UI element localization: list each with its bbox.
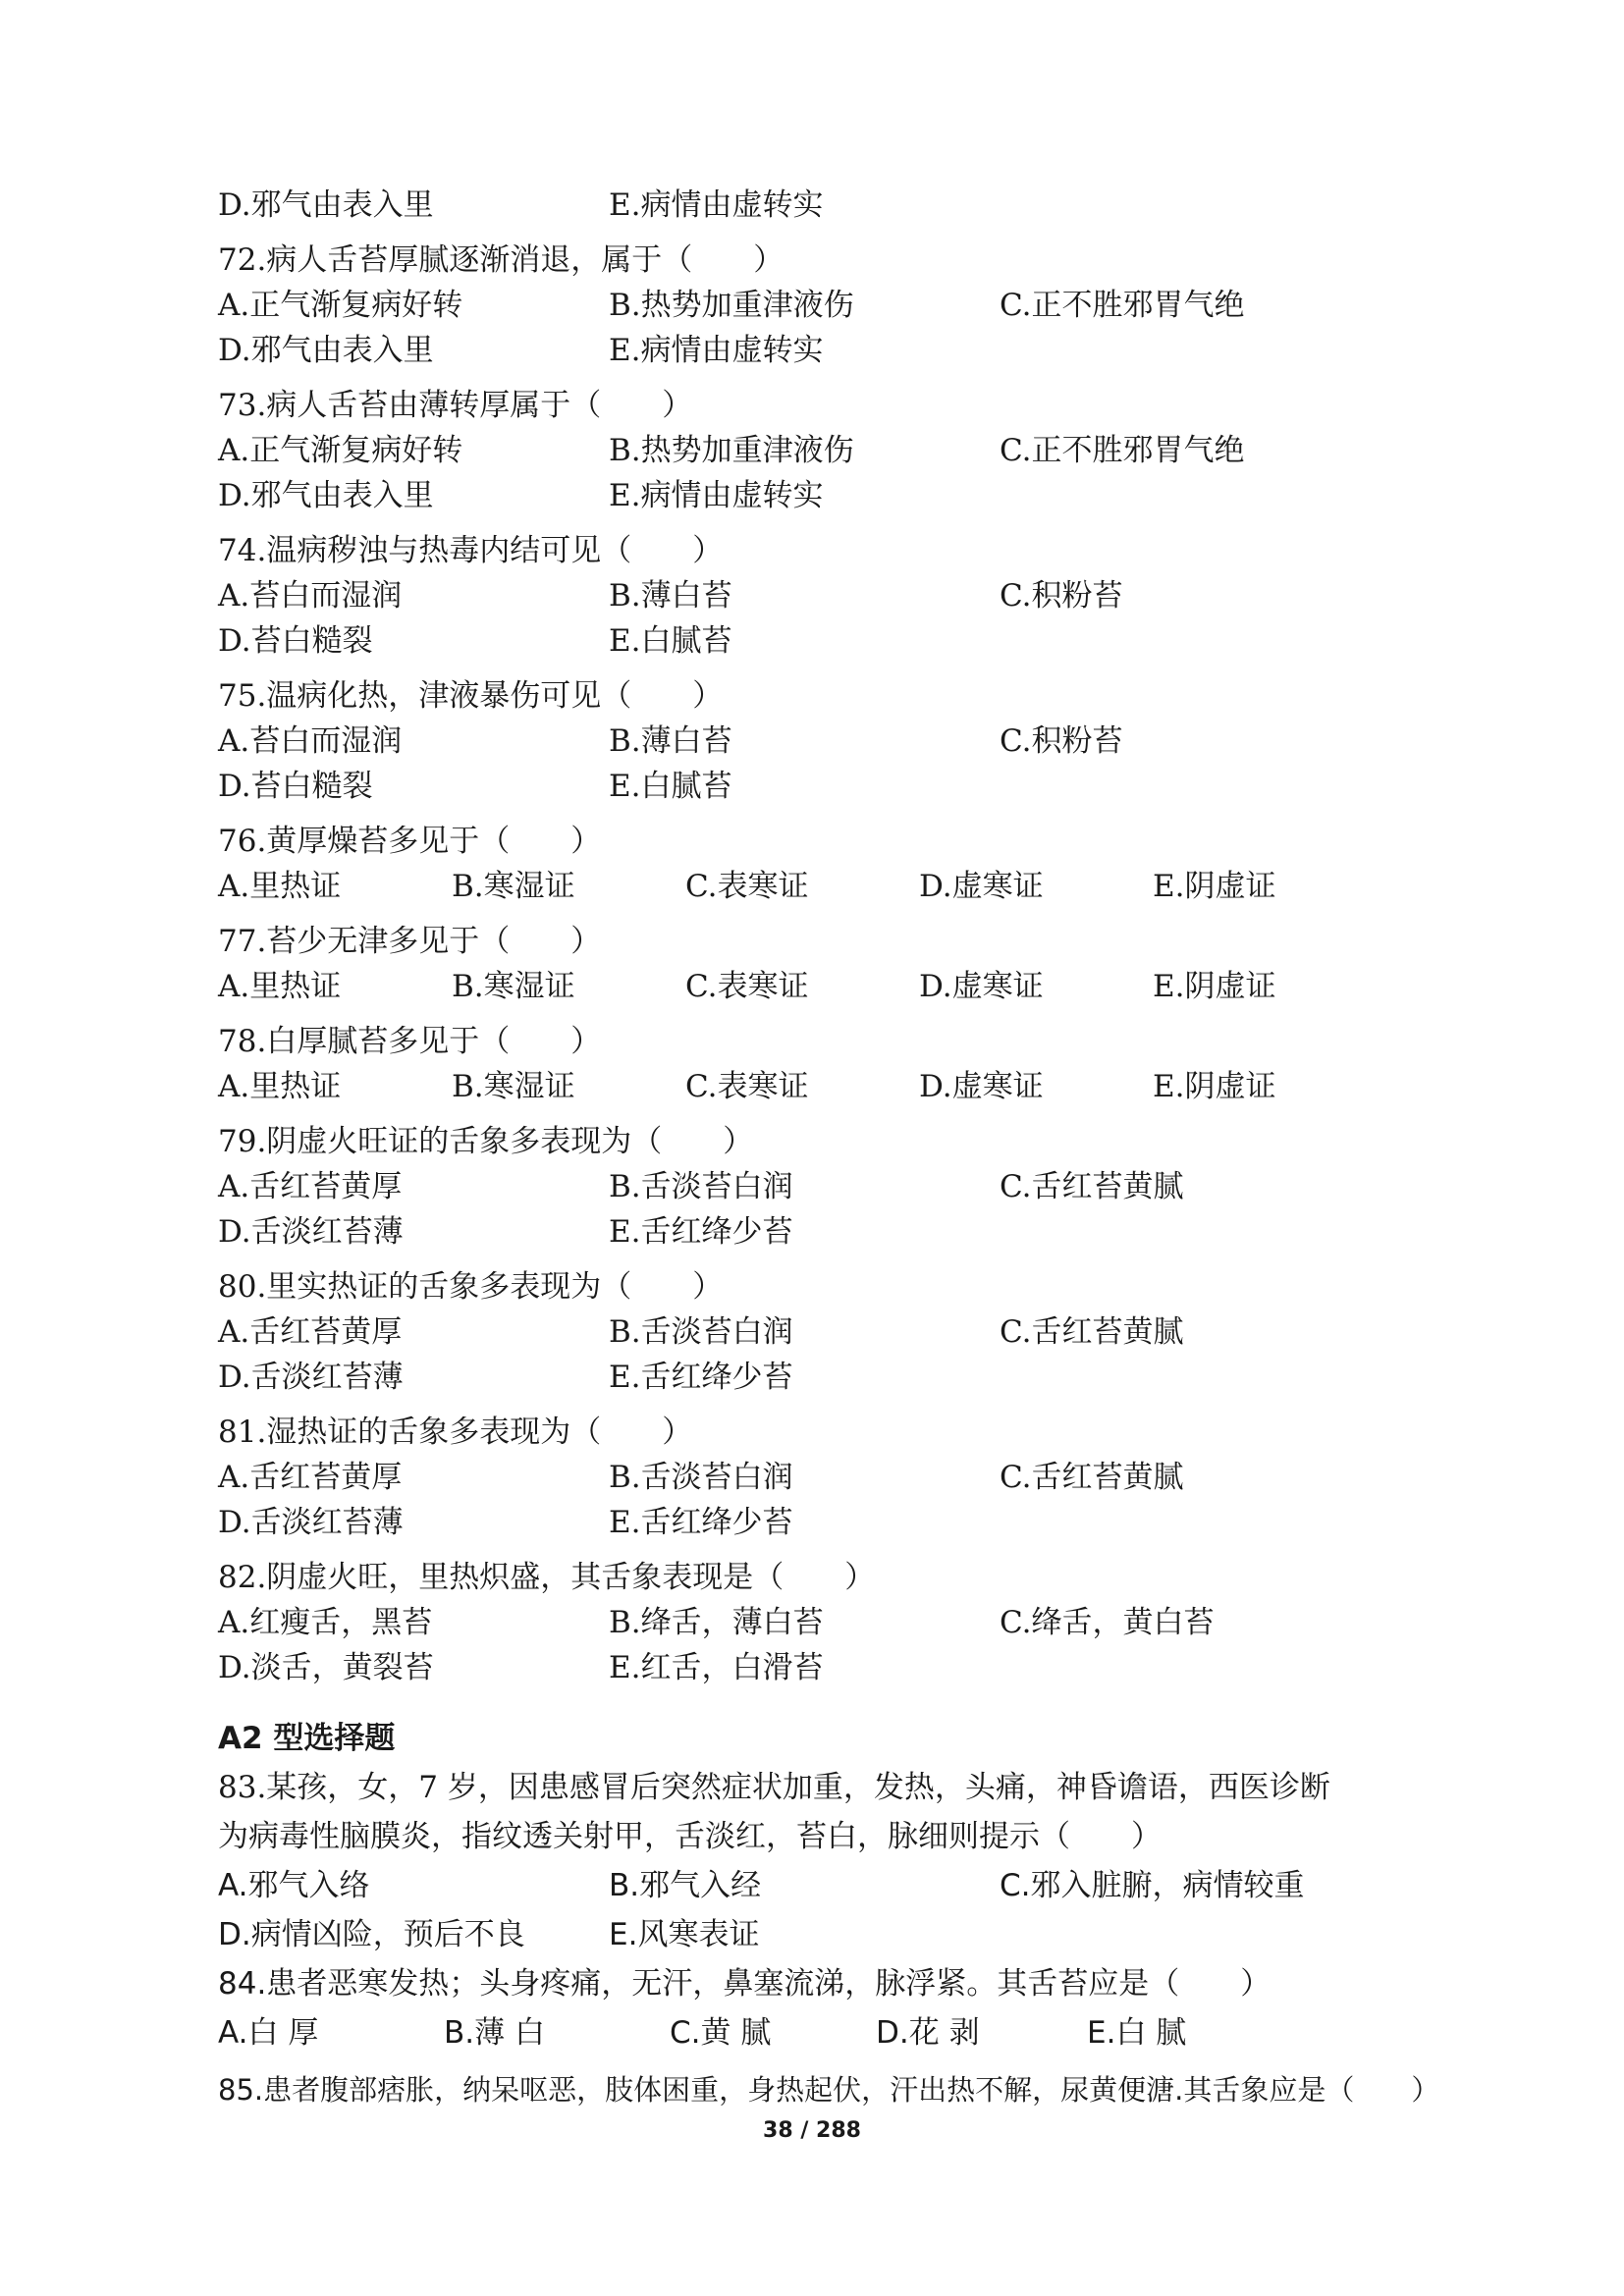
option-row [218, 283, 1435, 328]
option-row [218, 2008, 1435, 2057]
question-85-stem: 85.患者腹部痞胀，纳呆呕恶，肢体困重，身热起伏，汗出热不解，尿黄便溏.其舌象应是（ ） [218, 2073, 1440, 2107]
option-e: E.白 腻 [1087, 2015, 1187, 2051]
option-c: C.积粉苔 [1000, 723, 1123, 759]
option-e: E.病情由虚转实 [609, 478, 824, 513]
option-d: D.舌淡红苔薄 [218, 1505, 404, 1540]
option-e: E.白腻苔 [609, 769, 732, 804]
option-d: D.苔白糙裂 [218, 623, 373, 659]
option-row [218, 1910, 1435, 1959]
question-83-stem-line-2: 为病毒性脑膜炎，指纹透关射甲，舌淡红，苔白，脉细则提示（ ） [218, 1819, 1162, 1854]
option-b: B.寒湿证 [452, 969, 575, 1004]
option-a: A.红瘦舌，黑苔 [218, 1605, 433, 1640]
option-b: B.寒湿证 [452, 869, 575, 904]
option-b: B.舌淡苔白润 [609, 1314, 793, 1350]
option-c: C.舌红苔黄腻 [1000, 1314, 1184, 1350]
option-row [218, 719, 1435, 764]
option-b: B.热势加重津液伤 [609, 288, 854, 323]
option-b: B.薄白苔 [609, 723, 732, 759]
question-74-stem: 74.温病秽浊与热毒内结可见（ ） [218, 533, 724, 568]
question-82-stem: 82.阴虚火旺，里热炽盛，其舌象表现是（ ） [218, 1560, 876, 1595]
option-a: A.白 厚 [218, 2015, 319, 2051]
option-e: E.风寒表证 [609, 1917, 760, 1952]
option-a: A.舌红苔黄厚 [218, 1314, 403, 1350]
option-row [218, 183, 1435, 228]
option-d: D.虚寒证 [919, 869, 1044, 904]
option-e: E.舌红绛少苔 [609, 1360, 793, 1395]
option-a: A.正气渐复病好转 [218, 288, 463, 323]
option-row [218, 328, 1435, 373]
option-e: E.红舌，白滑苔 [609, 1650, 824, 1685]
option-d: D.邪气由表入里 [218, 333, 434, 368]
option-e: E.阴虚证 [1153, 969, 1276, 1004]
option-row [218, 1164, 1435, 1209]
option-b: B.舌淡苔白润 [609, 1460, 793, 1495]
question-75-stem: 75.温病化热，津液暴伤可见（ ） [218, 678, 724, 714]
option-c: C.黄 腻 [670, 2015, 772, 2051]
question-80-stem: 80.里实热证的舌象多表现为（ ） [218, 1269, 724, 1305]
option-a: A.里热证 [218, 969, 342, 1004]
option-d: D.虚寒证 [919, 1069, 1044, 1104]
option-a: A.正气渐复病好转 [218, 433, 463, 468]
option-d: D.淡舌，黄裂苔 [218, 1650, 434, 1685]
option-c: C.积粉苔 [1000, 578, 1123, 614]
option-row [218, 428, 1435, 473]
option-e: E.病情由虚转实 [609, 333, 824, 368]
option-row [218, 618, 1435, 664]
option-c: C.正不胜邪胃气绝 [1000, 288, 1245, 323]
option-row [218, 764, 1435, 809]
option-e: E.阴虚证 [1153, 869, 1276, 904]
option-a: A.苔白而湿润 [218, 578, 403, 614]
question-78-stem: 78.白厚腻苔多见于（ ） [218, 1024, 602, 1059]
option-row [218, 964, 1435, 1009]
option-row [218, 1500, 1435, 1545]
option-a: A.舌红苔黄厚 [218, 1169, 403, 1204]
option-row [218, 1209, 1435, 1255]
option-row [218, 573, 1435, 618]
question-77-stem: 77.苔少无津多见于（ ） [218, 924, 602, 959]
question-72-stem: 72.病人舌苔厚腻逐渐消退，属于（ ） [218, 242, 785, 278]
option-a: A.舌红苔黄厚 [218, 1460, 403, 1495]
option-d: D.病情凶险，预后不良 [218, 1917, 525, 1952]
option-row [218, 1600, 1435, 1645]
page-number: 38 / 288 [763, 2118, 861, 2143]
section-heading: A2 型选择题 [218, 1721, 396, 1756]
option-d: D.邪气由表入里 [218, 478, 434, 513]
option-c: C.绛舌，黄白苔 [1000, 1605, 1215, 1640]
option-c: C.正不胜邪胃气绝 [1000, 433, 1245, 468]
option-e: E.病情由虚转实 [609, 187, 824, 223]
option-row [218, 1355, 1435, 1400]
option-b: B.热势加重津液伤 [609, 433, 854, 468]
option-b: B.舌淡苔白润 [609, 1169, 793, 1204]
option-a: A.邪气入络 [218, 1868, 370, 1903]
option-b: B.邪气入经 [609, 1868, 762, 1903]
option-row [218, 1455, 1435, 1500]
question-83-stem-line-1: 83.某孩，女，7 岁，因患感冒后突然症状加重，发热，头痛，神昏谵语，西医诊断 [218, 1770, 1330, 1805]
option-e: E.舌红绛少苔 [609, 1214, 793, 1250]
option-row [218, 864, 1435, 909]
option-c: C.舌红苔黄腻 [1000, 1460, 1184, 1495]
option-b: B.薄白苔 [609, 578, 732, 614]
option-d: D.花 剥 [876, 2015, 980, 2051]
option-row [218, 1309, 1435, 1355]
option-row [218, 1645, 1435, 1690]
option-row [218, 1861, 1435, 1910]
option-e: E.阴虚证 [1153, 1069, 1276, 1104]
option-d: D.舌淡红苔薄 [218, 1214, 404, 1250]
option-c: C.表寒证 [685, 1069, 809, 1104]
option-a: A.里热证 [218, 869, 342, 904]
question-79-stem: 79.阴虚火旺证的舌象多表现为（ ） [218, 1124, 754, 1159]
option-b: B.绛舌，薄白苔 [609, 1605, 824, 1640]
question-84-stem: 84.患者恶寒发热；头身疼痛，无汗，鼻塞流涕，脉浮紧。其舌苔应是（ ） [218, 1966, 1272, 2002]
option-a: A.里热证 [218, 1069, 342, 1104]
option-d: D.苔白糙裂 [218, 769, 373, 804]
option-d: D.邪气由表入里 [218, 187, 434, 223]
option-c: C.舌红苔黄腻 [1000, 1169, 1184, 1204]
option-row [218, 473, 1435, 518]
option-e: E.舌红绛少苔 [609, 1505, 793, 1540]
option-e: E.白腻苔 [609, 623, 732, 659]
option-b: B.薄 白 [444, 2015, 545, 2051]
question-73-stem: 73.病人舌苔由薄转厚属于（ ） [218, 388, 693, 423]
option-c: C.表寒证 [685, 969, 809, 1004]
option-d: D.虚寒证 [919, 969, 1044, 1004]
option-d: D.舌淡红苔薄 [218, 1360, 404, 1395]
option-b: B.寒湿证 [452, 1069, 575, 1104]
option-c: C.邪入脏腑，病情较重 [1000, 1868, 1305, 1903]
option-a: A.苔白而湿润 [218, 723, 403, 759]
question-page [218, 183, 1440, 2114]
option-row [218, 1064, 1435, 1109]
option-c: C.表寒证 [685, 869, 809, 904]
question-81-stem: 81.湿热证的舌象多表现为（ ） [218, 1415, 693, 1450]
question-76-stem: 76.黄厚燥苔多见于（ ） [218, 824, 602, 859]
